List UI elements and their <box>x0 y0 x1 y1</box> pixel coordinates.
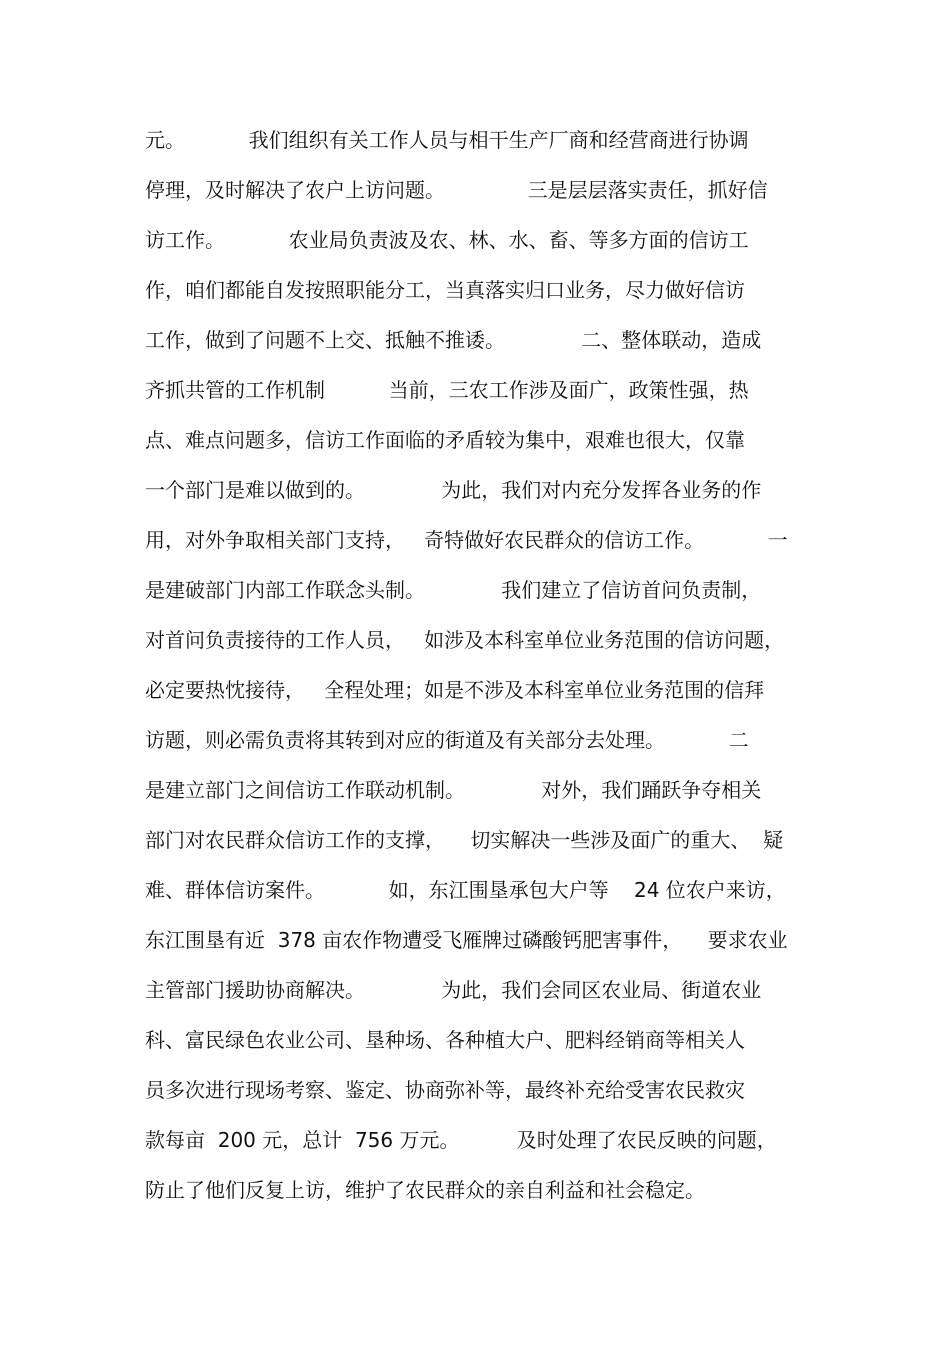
text-line: 防止了他们反复上访，维护了农民群众的亲自利益和社会稳定。 <box>145 1178 705 1202</box>
text-line: 一个部门是难以做到的。 为此，我们对内充分发挥各业务的作 <box>145 478 762 502</box>
text-line: 用，对外争取相关部门支持， 奇特做好农民群众的信访工作。 一 <box>145 528 788 552</box>
text-line: 访工作。 农业局负责波及农、林、水、畜、等多方面的信访工 <box>145 228 749 252</box>
text-line: 主管部门援助协商解决。 为此，我们会同区农业局、街道农业 <box>145 978 762 1002</box>
text-line: 是建立部门之间信访工作联动机制。 对外，我们踊跃争夺相关 <box>145 778 762 802</box>
text-line: 作，咱们都能自发按照职能分工，当真落实归口业务，尽力做好信访 <box>145 278 745 302</box>
text-line: 必定要热忱接待， 全程处理；如是不涉及本科室单位业务范围的信拜 <box>145 678 765 702</box>
body-text <box>145 122 815 1222</box>
text-line: 员多次进行现场考察、鉴定、协商弥补等，最终补充给受害农民救灾 <box>145 1078 745 1102</box>
text-line: 难、群体信访案件。 如，东江围垦承包大户等 24 位农户来访， <box>145 878 786 902</box>
text-line: 部门对农民群众信访工作的支撑， 切实解决一些涉及面广的重大、 疑 <box>145 828 784 852</box>
text-line: 元。 我们组织有关工作人员与相干生产厂商和经营商进行协调 <box>145 128 749 152</box>
text-line: 工作，做到了问题不上交、抵触不推诿。 二、整体联动，造成 <box>145 328 762 352</box>
text-line: 款每亩 200 元，总计 756 万元。 及时处理了农民反映的问题， <box>145 1128 777 1152</box>
text-line: 是建破部门内部工作联念头制。 我们建立了信访首问负责制， <box>145 578 762 602</box>
text-line: 对首问负责接待的工作人员， 如涉及本科室单位业务范围的信访问题， <box>145 628 785 652</box>
text-line: 点、难点问题多，信访工作面临的矛盾较为集中，艰难也很大，仅靠 <box>145 428 745 452</box>
text-line: 访题，则必需负责将其转到对应的街道及有关部分去处理。 二 <box>145 728 749 752</box>
text-line: 停理，及时解决了农户上访问题。 三是层层落实责任，抓好信 <box>145 178 768 202</box>
text-line: 科、富民绿色农业公司、垦种场、各种植大户、肥料经销商等相关人 <box>145 1028 745 1052</box>
text-line: 东江围垦有近 378 亩农作物遭受飞雁牌过磷酸钙肥害事件， 要求农业 <box>145 928 788 952</box>
text-line: 齐抓共管的工作机制 当前，三农工作涉及面广，政策性强，热 <box>145 378 749 402</box>
